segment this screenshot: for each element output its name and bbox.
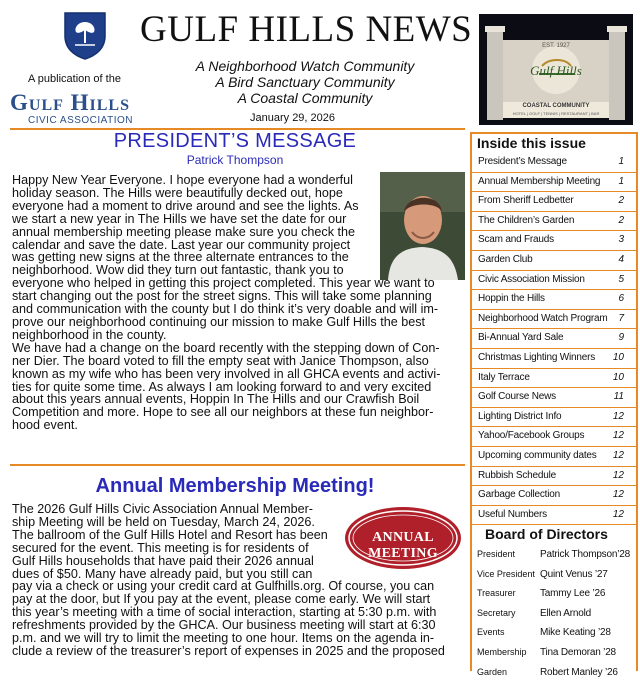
toc-item[interactable]	[472, 466, 636, 487]
toc-item-label: Rubbish Schedule	[478, 469, 556, 481]
body-line: clude a review of the treasurer’s report of expenses in 2025 and the proposed	[12, 644, 445, 658]
president-message-title: PRESIDENT’S MESSAGE	[113, 130, 357, 152]
board-name: Patrick Thompson’28	[540, 549, 630, 560]
toc-item[interactable]	[472, 485, 636, 506]
board-role: President	[477, 549, 516, 559]
inside-title: Inside this issue	[477, 135, 586, 151]
body-line: Gulf Hills households that have paid their 2026 annual	[12, 554, 314, 568]
tagline: A Coastal Community	[237, 90, 373, 106]
body-line: neighborhood in the county.	[12, 328, 167, 342]
toc-item-page: 12	[612, 430, 624, 442]
toc-item-label: Lighting District Info	[478, 410, 562, 422]
body-line: pay via a check or using your credit card at Gulfhills.org. Of course, you can	[12, 580, 435, 594]
toc-item-page: 1	[618, 156, 624, 167]
tagline: A Bird Sanctuary Community	[215, 74, 395, 90]
body-line: everyone had a moment to drive around and see the lights. As	[12, 199, 359, 213]
toc-item-label: Hoppin the Hills	[478, 293, 545, 305]
issue-date: January 29, 2026	[250, 112, 336, 124]
board-name: Tina Demoran ’28	[540, 647, 616, 658]
toc-item[interactable]	[472, 172, 636, 193]
toc-item[interactable]	[472, 328, 636, 349]
toc-item-page: 12	[612, 489, 624, 501]
sign-subcaption: HOTEL | GOLF | TENNIS | RESTAURANT | BAR	[512, 111, 600, 116]
toc-item-page: 9	[618, 332, 624, 344]
entrance-sign-photo	[479, 14, 633, 125]
body-line: this year’s meeting with a time of social interaction, starting at 5:30 p.m. with	[12, 606, 437, 620]
toc-item[interactable]	[472, 309, 636, 330]
board-member	[472, 584, 636, 604]
org-wordmark: Gulf Hills	[10, 90, 130, 115]
body-line: known as my wife who has been very involved in all GHCA events and activi-	[12, 367, 441, 381]
toc-item-label: Golf Course News	[478, 391, 556, 403]
board-member	[472, 565, 636, 585]
body-line: start changing out the post for the street signs. This will take some planning	[12, 290, 432, 304]
toc-item-page: 12	[612, 469, 624, 481]
body-line: pay at the door, but If you pay at the event, please come early. We will start	[12, 593, 431, 607]
board-member	[472, 545, 636, 565]
board-member	[472, 643, 636, 663]
toc-item-label: Neighborhood Watch Program	[478, 312, 608, 324]
toc-item-label: Scam and Frauds	[478, 234, 554, 246]
body-line: neighborhood. Wow did they turn out fantastic, thank you to	[12, 264, 344, 278]
board-member	[472, 623, 636, 643]
body-line: everyone who helped in getting this project completed. This year we want to	[12, 277, 435, 291]
sign-caption: COASTAL COMMUNITY	[522, 103, 590, 109]
toc-item-page: 10	[612, 352, 624, 363]
body-line: Happy New Year Everyone. I hope everyone had a wonderful	[12, 174, 353, 187]
president-author: Patrick Thompson	[186, 153, 284, 167]
body-line: We have had a change on the board recently with the stepping down of Con-	[12, 341, 440, 355]
toc-item-label: The Children’s Garden	[478, 214, 575, 226]
toc-item-label: Garbage Collection	[478, 489, 561, 501]
body-line: about this years annual events, Hoppin In The Hills and our Crawfish Boil	[12, 393, 420, 407]
toc-item[interactable]	[472, 230, 636, 251]
toc-item-page: 12	[612, 508, 624, 520]
toc-item-label: Bi-Annual Yard Sale	[478, 332, 564, 344]
masthead-title: GULF HILLS NEWS	[140, 9, 473, 50]
org-subtitle: CIVIC ASSOCIATION	[28, 115, 133, 126]
toc-item-label: Italy Terrace	[478, 371, 530, 383]
stamp-text: ANNUAL MEETING	[368, 530, 438, 561]
board-name: Quint Venus ’27	[540, 568, 608, 580]
toc-item-label: Upcoming community dates	[478, 450, 597, 461]
board-role: Secretary	[477, 607, 516, 618]
toc-item[interactable]	[472, 191, 636, 212]
toc-item-page: 1	[618, 175, 624, 187]
toc-item-page: 2	[618, 195, 624, 207]
publication-text: A publication of the	[28, 73, 121, 85]
sign-script: Gulf Hills	[530, 63, 582, 78]
board-role: Membership	[477, 647, 527, 657]
board-name: Ellen Arnold	[540, 607, 591, 619]
toc-item-label: President’s Message	[478, 156, 567, 167]
body-line: The ballroom of the Gulf Hills Hotel and Resort has been	[12, 528, 328, 542]
body-line: ties for quite some time. As always I am looking forward to and very excited	[12, 380, 432, 394]
sign-est: EST. 1927	[542, 43, 570, 49]
annual-meeting-title: Annual Membership Meeting!	[95, 475, 375, 497]
body-line: secured for the event. This meeting is for residents of	[12, 541, 309, 555]
board-name: Mike Keating ’28	[540, 627, 611, 639]
board-title: Board of Directors	[485, 526, 608, 542]
board-member	[472, 663, 636, 682]
body-line: calendar and save the date. Last year our community project	[12, 238, 351, 252]
toc-item-page: 12	[612, 410, 624, 422]
board-role: Events	[477, 627, 505, 638]
toc-item-page: 2	[618, 214, 624, 226]
body-line: refreshments provided by the GHCA. Our business meeting will start at 6:30	[12, 619, 436, 633]
annual-meeting-body	[12, 503, 465, 658]
body-line: and communication with the county but I do think it’s very doable and will im-	[12, 303, 439, 316]
toc-item[interactable]	[472, 446, 636, 467]
toc-item-label: Yahoo/Facebook Groups	[478, 430, 585, 442]
inside-this-issue-panel	[470, 132, 638, 678]
body-line: p.m. and we will try to limit the meeting to one hour. Items on the agenda in-	[12, 632, 435, 645]
toc-item-label: Useful Numbers	[478, 508, 547, 520]
toc-item[interactable]	[472, 250, 636, 271]
gulf-hills-shield-logo	[62, 10, 108, 60]
toc-item[interactable]	[472, 348, 636, 369]
board-role: Garden	[477, 666, 508, 677]
toc-item[interactable]	[472, 426, 636, 447]
toc-item[interactable]	[472, 368, 636, 389]
body-line: holiday season. The Hills were beautifully decked out, hope	[12, 186, 343, 200]
toc-item-page: 11	[613, 391, 624, 403]
board-role: Vice President	[477, 568, 535, 579]
toc-item-page: 7	[618, 312, 624, 324]
board-member	[472, 604, 636, 624]
toc-item-label: Annual Membership Meeting	[478, 175, 601, 187]
body-line: ship Meeting will be held on Tuesday, March 24, 2026.	[12, 515, 315, 529]
toc-item[interactable]	[472, 407, 636, 428]
toc-item[interactable]	[472, 270, 636, 291]
toc-item[interactable]	[472, 289, 636, 310]
body-line: was getting new signs at the three alternate entrances to the	[12, 251, 349, 265]
toc-item-page: 3	[618, 234, 624, 246]
body-line: dues of $50. Many have already paid, but you still can	[12, 567, 313, 581]
toc-item[interactable]	[472, 211, 636, 232]
body-line: prove our neighborhood continuing our mission to make Gulf Hills the best	[12, 315, 426, 329]
president-message-body	[12, 174, 465, 432]
board-name: Robert Manley ’26	[540, 666, 618, 678]
section-divider	[10, 464, 465, 466]
body-line: we start a new year in The Hills we have set the date for our	[12, 212, 347, 226]
toc-item-label: Civic Association Mission	[478, 273, 585, 285]
body-line: The 2026 Gulf Hills Civic Association Annual Member-	[12, 503, 313, 516]
toc-item-page: 10	[612, 371, 624, 383]
toc-item-label: Garden Club	[478, 254, 533, 265]
body-line: ner Dier. The board voted to fill the empty seat with Janice Thompson, also	[12, 354, 429, 368]
toc-item[interactable]	[472, 387, 636, 408]
body-line: annual membership meeting please make sure you check the	[12, 225, 356, 239]
toc-item-page: 6	[618, 293, 624, 305]
tagline: A Neighborhood Watch Community	[195, 58, 415, 74]
board-role: Treasurer	[477, 588, 516, 599]
toc-item-page: 4	[618, 254, 624, 265]
toc-item-page: 5	[618, 273, 624, 285]
toc-item[interactable]	[472, 152, 636, 173]
board-name: Tammy Lee ’26	[540, 588, 606, 600]
toc-item-label: From Sheriff Ledbetter	[478, 195, 574, 207]
toc-item-label: Christmas Lighting Winners	[478, 352, 596, 363]
body-line: Competition and more. Hope to see all our neighbors at these fun neighbor-	[12, 406, 434, 420]
toc-item-page: 12	[612, 450, 624, 461]
toc-item[interactable]	[472, 505, 636, 526]
body-line: hood event.	[12, 419, 78, 433]
